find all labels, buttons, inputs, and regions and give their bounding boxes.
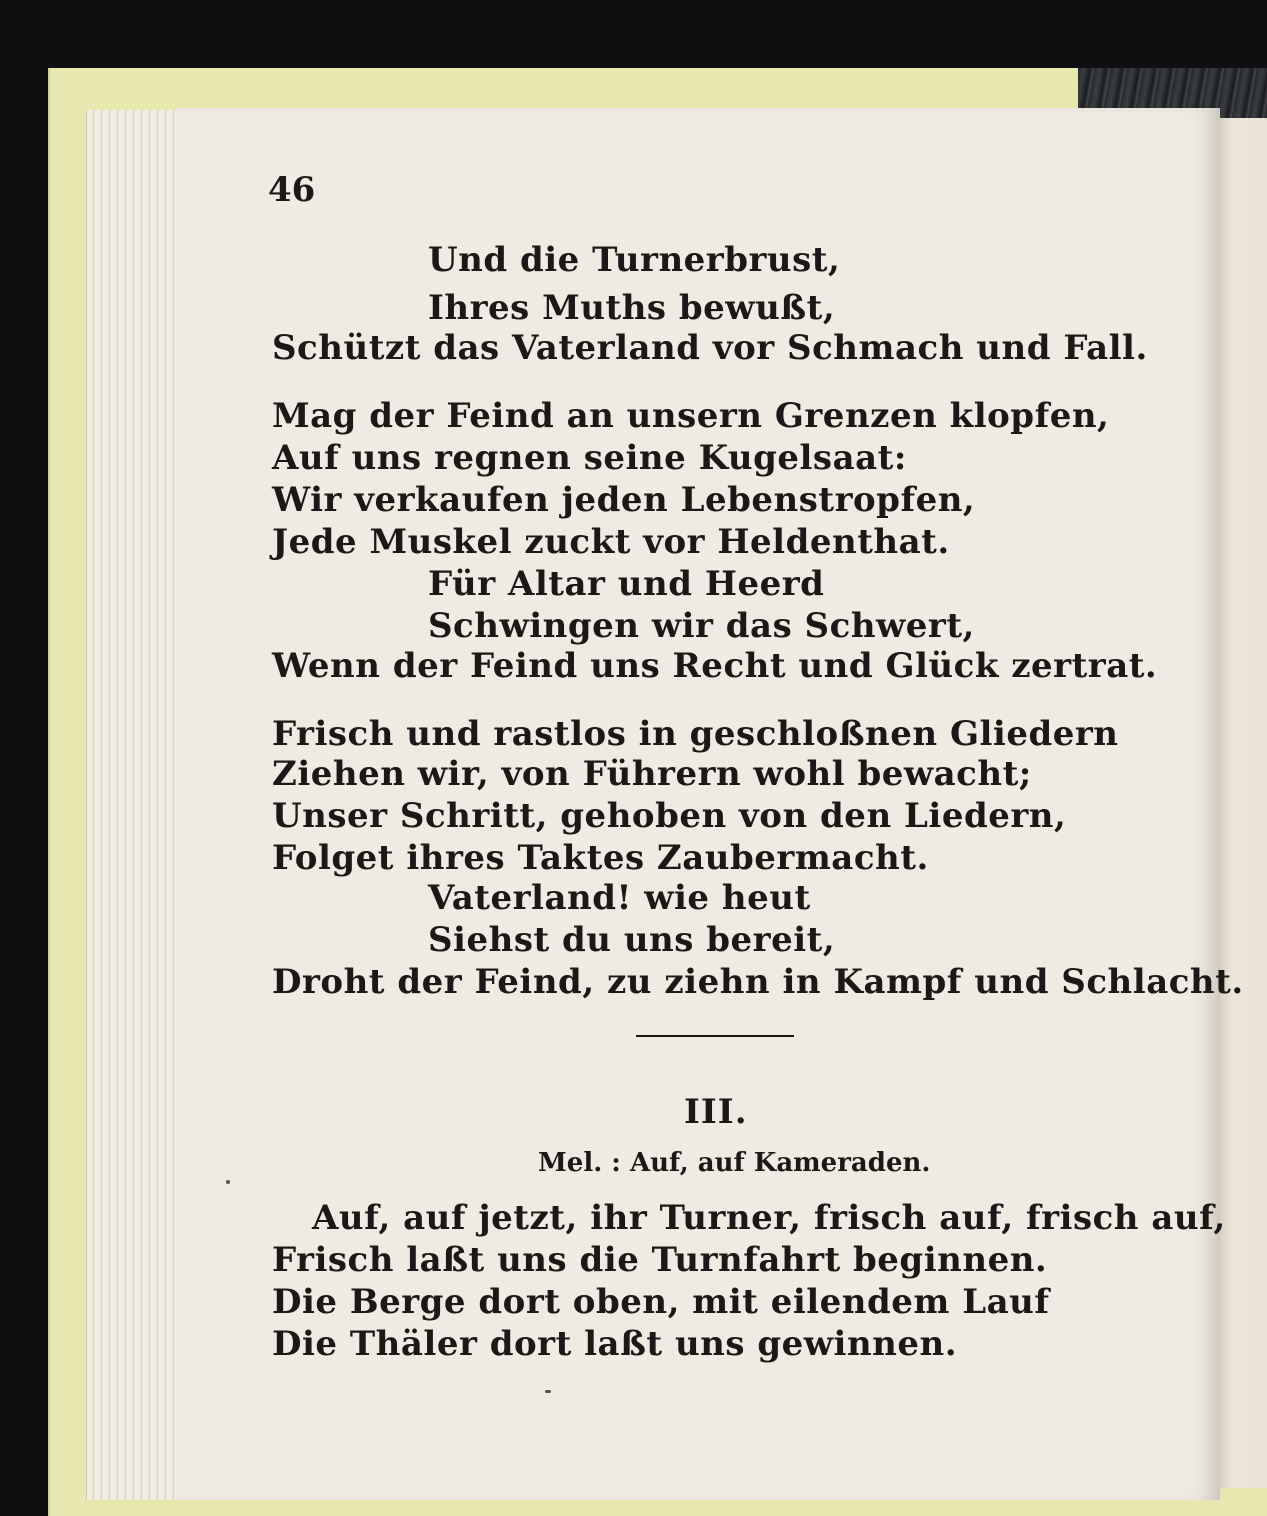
paper-speck <box>545 1390 551 1393</box>
verse-line: Droht der Feind, zu ziehn in Kampf und Schlacht. <box>272 962 1244 1002</box>
verse-line: Vaterland! wie heut <box>428 878 811 918</box>
verse-line: Folget ihres Taktes Zaubermacht. <box>272 838 929 878</box>
verse-line: Frisch laßt uns die Turnfahrt beginnen. <box>272 1240 1048 1280</box>
section-heading: III. <box>684 1092 748 1132</box>
verse-line: Ziehen wir, von Führern wohl bewacht; <box>272 754 1032 794</box>
page-number: 46 <box>268 170 316 210</box>
verse-line: Jede Muskel zuckt vor Heldenthat. <box>272 522 950 562</box>
verse-line: Wir verkaufen jeden Lebenstropfen, <box>272 480 976 520</box>
verse-line: Und die Turnerbrust, <box>428 240 841 280</box>
verse-line: Schützt das Vaterland vor Schmach und Fall. <box>272 328 1148 368</box>
verse-line: Unser Schritt, gehoben von den Liedern, <box>272 796 1067 836</box>
verse-line: Frisch und rastlos in geschloßnen Gliedern <box>272 714 1119 754</box>
verse-line: Wenn der Feind uns Recht und Glück zertrat. <box>272 646 1158 686</box>
verse-line: Für Altar und Heerd <box>428 564 825 604</box>
verse-line: Mag der Feind an unsern Grenzen klopfen, <box>272 396 1110 436</box>
verse-line: Ihres Muths bewußt, <box>428 288 836 328</box>
verse-line: Die Thäler dort laßt uns gewinnen. <box>272 1324 958 1364</box>
section-divider <box>636 1035 794 1037</box>
verse-line: Auf, auf jetzt, ihr Turner, frisch auf, frisch auf, <box>312 1198 1226 1238</box>
verse-line: Schwingen wir das Schwert, <box>428 606 975 646</box>
verse-line: Auf uns regnen seine Kugelsaat: <box>272 438 907 478</box>
verse-line: Die Berge dort oben, mit eilendem Lauf <box>272 1282 1050 1322</box>
melody-note: Mel. : Auf, auf Kameraden. <box>538 1148 931 1178</box>
verse-line: Siehst du uns bereit, <box>428 920 836 960</box>
paper-speck <box>226 1180 230 1184</box>
